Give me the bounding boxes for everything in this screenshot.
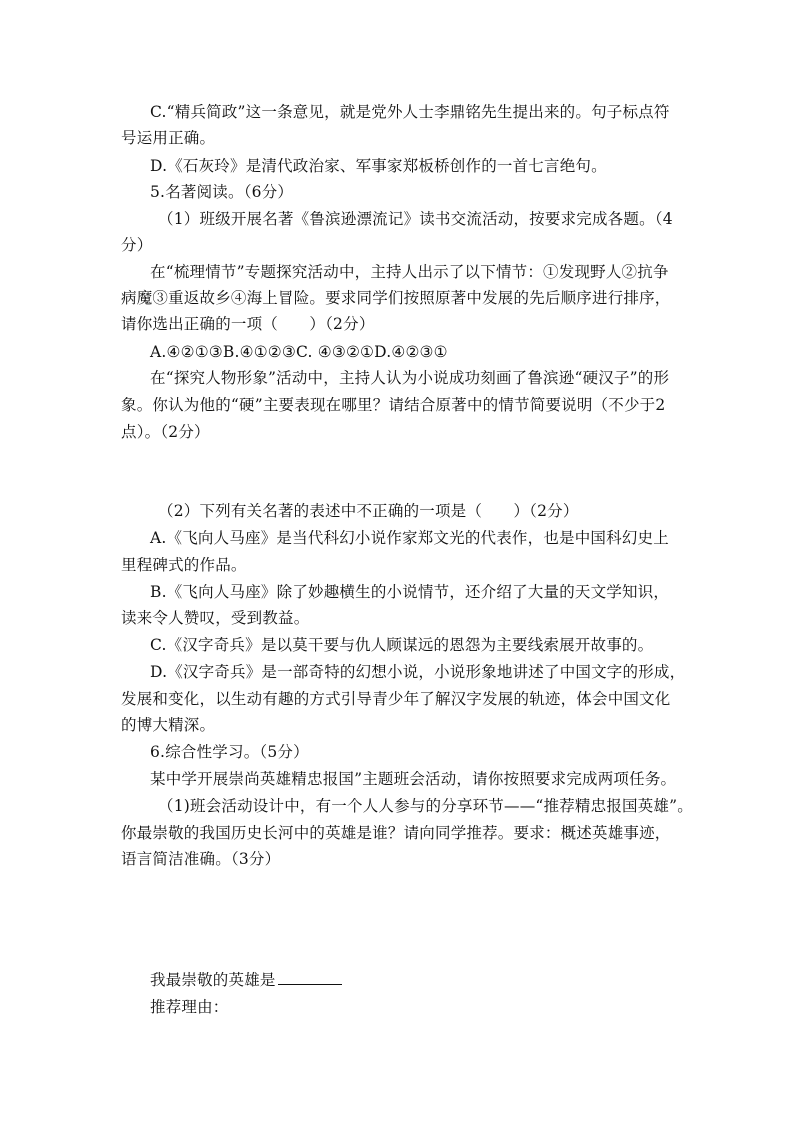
character-activity-text: 在“探究人物形象”活动中，主持人认为小说成功刻画了鲁滨逊“硬汉子”的形 <box>150 369 670 387</box>
question-5-heading: 5.名著阅读。（6分） <box>150 183 294 201</box>
character-activity-text-2: 象。你认为他的“硬”主要表现在哪里？请结合原著中的情节简要说明（不少于2 <box>121 396 666 414</box>
plot-activity-text-3: 请你选出正确的一项（ ）（2分） <box>121 315 375 333</box>
question-6-heading: 6.综合性学习。（5分） <box>150 743 309 761</box>
option-d-poem: D.《石灰玲》是清代政治家、军事家郑板桥创作的一首七言绝句。 <box>150 157 607 175</box>
question-6-1-prompt-2: 你最崇敬的我国历史长河中的英雄是谁？请向同学推荐。要求：概述英雄事迹， <box>121 824 671 842</box>
option-a-sagittarius: A.《飞向人马座》是当代科幻小说作家郑文光的代表作，也是中国科幻史上 <box>150 529 669 547</box>
question-6-1-prompt: （1)班会活动设计中，有一个人人参与的分享环节——“推荐精忠报国英雄”。 <box>158 797 693 815</box>
option-d-continued: 发展和变化，以生动有趣的方式引导青少年了解汉字发展的轨迹，体会中国文化 <box>121 690 671 708</box>
question-5-2-prompt: （2）下列有关名著的表述中不正确的一项是（ ）（2分） <box>158 502 579 520</box>
hero-answer-label: 我最崇敬的英雄是 <box>150 971 276 989</box>
option-b-sagittarius: B.《飞向人马座》除了妙趣横生的小说情节，还介绍了大量的天文学知识， <box>150 583 670 601</box>
option-c-hanzi: C.《汉字奇兵》是以莫干要与仇人顾谋远的恩怨为主要线索展开故事的。 <box>150 636 654 654</box>
recommend-reason-label: 推荐理由： <box>150 998 229 1016</box>
option-a-continued: 里程碑式的作品。 <box>121 556 247 574</box>
option-d-continued-2: 的博大精深。 <box>121 716 216 734</box>
plot-activity-text-2: 病魔③重返故乡④海上冒险。要求同学们按照原著中发展的先后顺序进行排序， <box>121 289 671 307</box>
plot-options: A.④②①③B.④①②③C. ④③②①D.④②③① <box>150 343 448 361</box>
character-activity-text-3: 点）。（2分） <box>121 423 210 441</box>
question-6-1-prompt-3: 语言简洁准确。（3分） <box>121 850 281 868</box>
question-6-intro: 某中学开展崇尚英雄精忠报国”主题班会活动，请你按照要求完成两项任务。 <box>150 770 677 788</box>
question-5-1-prompt: （1）班级开展名著《鲁滨逊漂流记》读书交流活动，按要求完成各题。（4 <box>158 210 673 228</box>
option-d-hanzi: D.《汉字奇兵》是一部奇特的幻想小说，小说形象地讲述了中国文字的形成， <box>150 663 686 681</box>
hero-answer-blank[interactable] <box>278 968 342 985</box>
option-b-continued: 读来令人赞叹，受到教益。 <box>121 609 310 627</box>
option-c-continued: 号运用正确。 <box>121 129 216 147</box>
plot-activity-text: 在“梳理情节”专题探究活动中，主持人出示了以下情节：①发现野人②抗争 <box>150 263 669 281</box>
hero-answer-line <box>150 967 342 993</box>
question-5-1-prompt-continued: 分） <box>121 236 153 254</box>
option-c-punctuation: C.“精兵简政”这一条意见，就是党外人士李鼎铭先生提出来的。句子标点符 <box>150 103 670 121</box>
